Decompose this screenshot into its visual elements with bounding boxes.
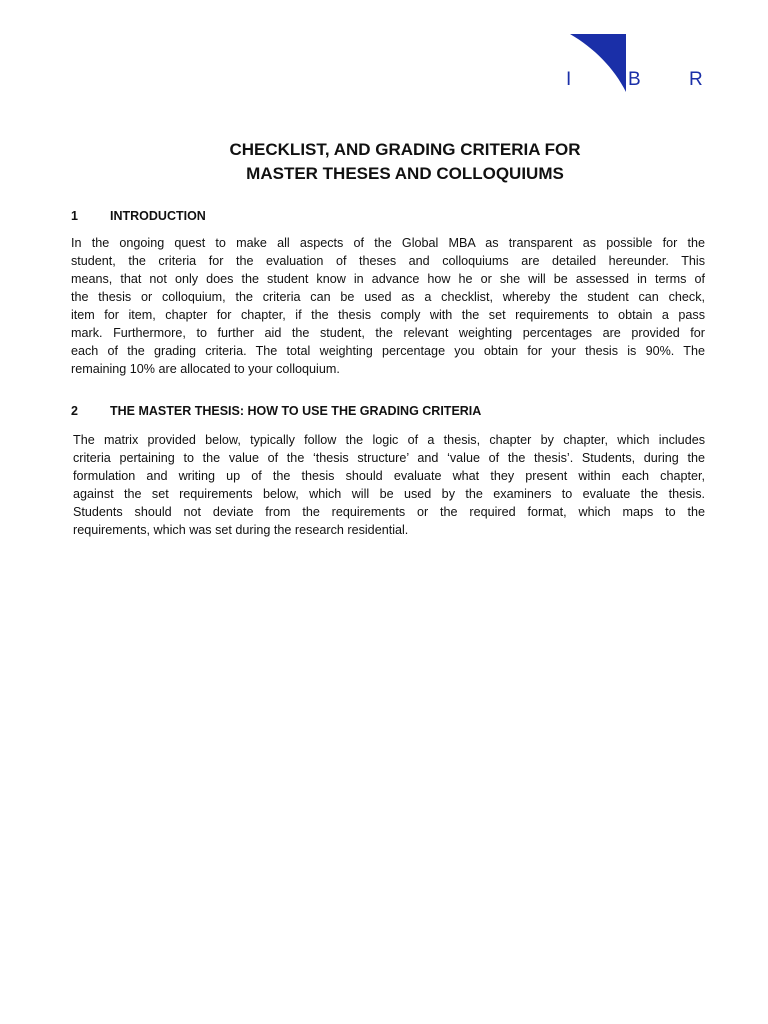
paragraph-line: the thesis or colloquium, the criteria can be used as a checklist, whereby the student can check, <box>71 290 705 304</box>
paragraph-line: requirements, which was set during the research residential. <box>73 523 409 537</box>
section-heading-introduction <box>71 209 206 223</box>
title-line-1: CHECKLIST, AND GRADING CRITERIA FOR <box>229 140 581 159</box>
document-title <box>0 138 768 186</box>
logo-letter-i: I <box>566 69 572 90</box>
paragraph-line: item for item, chapter for chapter, if the thesis comply with the set requirements to obtain a pass <box>71 308 705 322</box>
logo-letter-r: R <box>689 69 703 90</box>
title-line-2: MASTER THESES AND COLLOQUIUMS <box>246 164 564 183</box>
logo-letter-b: B <box>628 69 641 90</box>
section-heading-master-thesis <box>71 404 481 418</box>
ibr-logo-triangle-icon <box>570 34 626 94</box>
paragraph-line: means, that not only does the student know in advance how he or she will be assessed in terms of <box>71 272 705 286</box>
section-title: THE MASTER THESIS: HOW TO USE THE GRADING CRITERIA <box>110 404 482 418</box>
introduction-paragraph <box>71 234 705 378</box>
paragraph-line: The matrix provided below, typically follow the logic of a thesis, chapter by chapter, which includes <box>73 433 705 447</box>
paragraph-line: mark. Furthermore, to further aid the student, the relevant weighting percentages are provided for <box>71 326 705 340</box>
section-number: 1 <box>71 209 78 223</box>
paragraph-line: each of the grading criteria. The total weighting percentage you obtain for your thesis is 90%. The <box>71 344 705 358</box>
paragraph-line: criteria pertaining to the value of the ‘thesis structure’ and ‘value of the thesis’. Students, during the <box>73 451 705 465</box>
paragraph-line: remaining 10% are allocated to your colloquium. <box>71 362 340 376</box>
ibr-logo <box>566 34 706 94</box>
section-number: 2 <box>71 404 78 418</box>
paragraph-line: student, the criteria for the evaluation of theses and colloquiums are detailed hereunder. This <box>71 254 705 268</box>
section-title: INTRODUCTION <box>110 209 206 223</box>
paragraph-line: against the set requirements below, which will be used by the examiners to evaluate the thesis. <box>73 487 705 501</box>
master-thesis-paragraph <box>73 431 705 539</box>
paragraph-line: In the ongoing quest to make all aspects of the Global MBA as transparent as possible for the <box>71 236 705 250</box>
paragraph-line: Students should not deviate from the requirements or the required format, which maps to the <box>73 505 705 519</box>
paragraph-line: formulation and writing up of the thesis should evaluate what they present within each chapter, <box>73 469 705 483</box>
